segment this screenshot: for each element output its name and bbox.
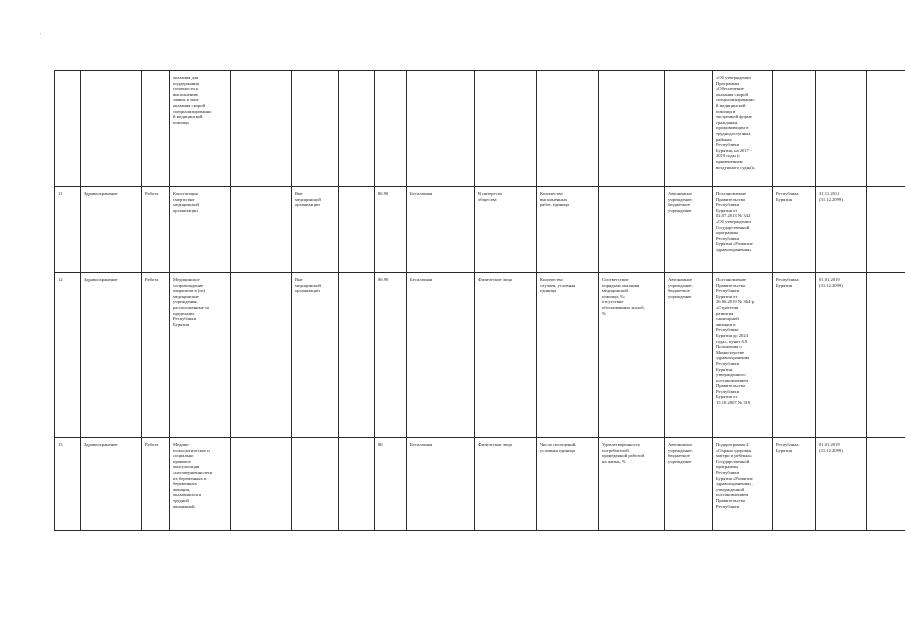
cell-content <box>231 438 292 531</box>
cell-type: Работа <box>142 273 170 438</box>
cell-content <box>231 273 292 438</box>
cell-number: 13 <box>55 438 81 531</box>
cell-quality-indicator <box>599 187 665 273</box>
cell-conditions: Вне медицинской организации <box>292 273 339 438</box>
cell-extra <box>867 71 905 187</box>
cell-region <box>773 71 816 187</box>
table-row <box>55 273 905 438</box>
cell-payment <box>407 71 475 187</box>
cell-volume-indicator: Количество случаев, условная единица <box>537 273 599 438</box>
cell-blank <box>339 438 375 531</box>
cell-consumers <box>475 71 537 187</box>
cell-dates: 01.01.2019 (31.12.2099) <box>816 273 867 438</box>
cell-sector: Здравоохранение <box>81 273 142 438</box>
cell-extra <box>867 438 905 531</box>
cell-payment: Бесплатная <box>407 187 475 273</box>
cell-number: 11 <box>55 187 81 273</box>
cell-type <box>142 71 170 187</box>
cell-legal-basis: Постановление Правительства Республики Бурятия от 26.06.2019 № 364-р «Стратегия развития санитарной авиации в Республике Бурятия до 2024 года», пункт 6.9 Положения о Министерстве здравоохранения Республики Бурятия, утвержденного постановлением Правительства Республики Бурятия от 15.10.2007 № 319 <box>713 273 773 438</box>
cell-volume-indicator: Число посещений, условная единица <box>537 438 599 531</box>
cell-sector: Здравоохранение <box>81 438 142 531</box>
registry-table <box>54 70 905 531</box>
cell-okved: 86.90 <box>375 273 407 438</box>
cell-region: Республика Бурятия <box>773 187 816 273</box>
cell-blank <box>339 71 375 187</box>
cell-blank <box>339 187 375 273</box>
cell-type: Работа <box>142 438 170 531</box>
cell-consumers: Физические лица <box>475 273 537 438</box>
cell-conditions: Вне медицинской организации <box>292 187 339 273</box>
cell-okved: 86 <box>375 438 407 531</box>
scan-speck <box>40 33 41 34</box>
cell-quality-indicator: Соответствие порядкам оказания медицинской помощи, %; отсутствие обоснованных жалоб, % <box>599 273 665 438</box>
cell-quality-indicator <box>599 71 665 187</box>
cell-number: 12 <box>55 273 81 438</box>
cell-institution-type: Автономное учреждение; бюджетное учреждение <box>665 438 713 531</box>
cell-name: Медицинское сопровождение пациентов в (из) медицинские учреждения, расположенные за пределами Республики Бурятия <box>170 273 231 438</box>
cell-conditions <box>292 71 339 187</box>
cell-dates: 31.11.2011 (31.12.2099) <box>816 187 867 273</box>
cell-name: Медико- психологическое и социально правовое консультация «несовершеннолетн их беременных и беременных женщин, оказавшихся в трудной жизненной <box>170 438 231 531</box>
cell-institution-type: Автономное учреждение; бюджетное учреждение <box>665 273 713 438</box>
cell-content <box>231 187 292 273</box>
cell-extra <box>867 273 905 438</box>
cell-blank <box>339 273 375 438</box>
cell-sector: Здравоохранение <box>81 187 142 273</box>
cell-content <box>231 71 292 187</box>
cell-name: оказания для поддержания готовности к выполнению заявок в зоне оказания скорой специализированно й медицинской помощи <box>170 71 231 187</box>
cell-legal-basis: Постановление Правительства Республики Бурятия от 02.07.2013 № 342 «Об утверждении Государственной программы Республики Бурятия «Развитие здравоохранения» <box>713 187 773 273</box>
cell-legal-basis: Подпрограмма 4 «Охрана здоровья матери и ребенка» Государственной программы Республики Бурятия «Развитие здравоохранения», утвержденной постановлением Правительства Республики <box>713 438 773 531</box>
cell-dates <box>816 71 867 187</box>
cell-institution-type <box>665 71 713 187</box>
cell-okved <box>375 71 407 187</box>
cell-payment: Бесплатная <box>407 273 475 438</box>
cell-region: Республика Бурятия <box>773 438 816 531</box>
cell-okved: 86.90 <box>375 187 407 273</box>
cell-consumers: Физические лица <box>475 438 537 531</box>
cell-dates: 01.01.2019 (31.12.2099) <box>816 438 867 531</box>
cell-institution-type: Автономное учреждение; бюджетное учреждение <box>665 187 713 273</box>
cell-extra <box>867 187 905 273</box>
cell-name: Констатация смерти вне медицинской организации <box>170 187 231 273</box>
cell-quality-indicator: Удовлетворенность потребителей проведенной работой на жизнь, % <box>599 438 665 531</box>
cell-type: Работа <box>142 187 170 273</box>
cell-volume-indicator: Количество выполненных работ, единица <box>537 187 599 273</box>
cell-conditions <box>292 438 339 531</box>
cell-region: Республика Бурятия <box>773 273 816 438</box>
cell-payment: Бесплатная <box>407 438 475 531</box>
cell-volume-indicator <box>537 71 599 187</box>
table-row <box>55 71 905 187</box>
cell-consumers: В интересах общества <box>475 187 537 273</box>
table-row <box>55 187 905 273</box>
cell-sector <box>81 71 142 187</box>
cell-number <box>55 71 81 187</box>
table-row <box>55 438 905 531</box>
cell-legal-basis: «Об утверждении Программы «Обеспечение оказания скорой специализированно й медицинской помощи в экстренной форме гражданам, проживающим в труднодоступных районах Республики Бурятия, на 2017 - 2019 годы (с применением воздушного судна)» <box>713 71 773 187</box>
